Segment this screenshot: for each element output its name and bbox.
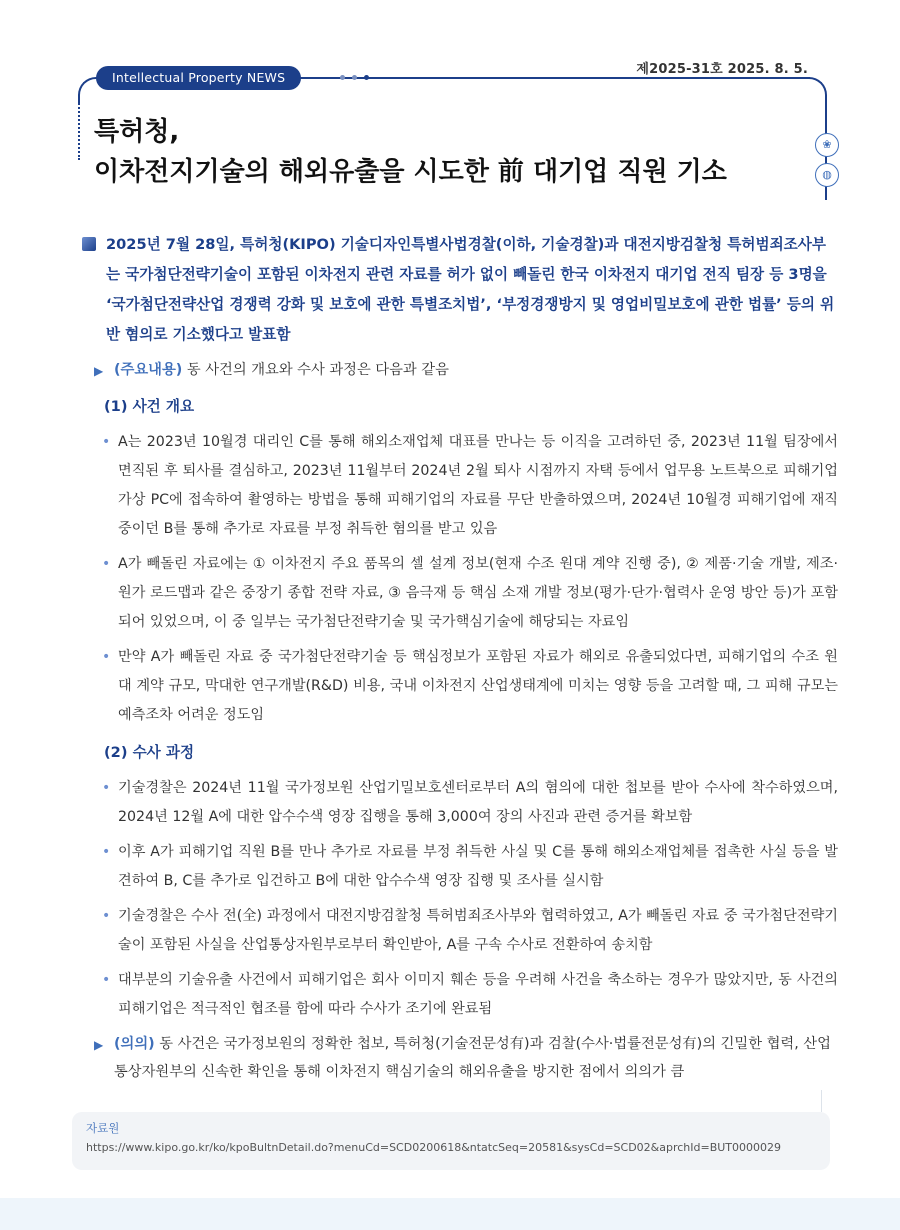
list-item [82,643,838,730]
issue-number: 제2025-31호 2025. 8. 5. [636,62,808,77]
frame-top-line [300,77,810,79]
list-item-text: 기술경찰은 수사 전(全) 과정에서 대전지방검찰청 특허범죄조사부와 협력하였고, A가 빼돌린 자료 중 국가첨단전략기술이 포함된 사실을 산업통상자원부로부터 확인받아, A를 구속 수사로 전환하여 송치함 [118,908,838,953]
list-item-text: A는 2023년 10월경 대리인 C를 통해 해외소재업체 대표를 만나는 등 이직을 고려하던 중, 2023년 11월 팀장에서 면직된 후 퇴사를 결심하고, 2023년 11월부터 2024년 2월 퇴사 시점까지 자택 등에서 업무용 노트북으로 피해기업 가상 PC에 접속하여 촬영하는 방법을 통해 피해기업의 자료를 무단 반출하였으며, 2024년 10월경 피해기업에 재직 중이던 B를 통해 추가로 자료를 부정 취득한 혐의를 받고 있음 [118,434,838,537]
triangle-right-icon: ▶ [94,1038,104,1052]
bullet-icon: • [102,649,111,665]
list-item-text: 기술경찰은 2024년 11월 국가정보원 산업기밀보호센터로부터 A의 혐의에 대한 첩보를 받아 수사에 착수하였으며, 2024년 12월 A에 대한 압수수색 영장 집행을 통해 3,000여 장의 사진과 관련 증거를 확보함 [118,780,838,825]
divider [821,1090,822,1112]
list-item-text: A가 빼돌린 자료에는 ① 이차전지 주요 품목의 셀 설계 정보(현재 수조 원대 계약 진행 중), ② 제품·기술 개발, 제조·원가 로드맵과 같은 중장기 종합 전략 자료, ③ 음극재 등 핵심 소재 개발 정보(평가·단가·협력사 운영 방안 등)가 포함되어 있었으며, 이 중 일부는 국가첨단전략기술 및 국가핵심기술에 해당되는 자료임 [118,556,838,630]
bullet-icon: • [102,434,111,450]
list-item [82,550,838,637]
footer-band [0,1198,900,1230]
bullet-icon: • [102,844,111,860]
significance-text: 동 사건은 국가정보원의 정확한 첩보, 특허청(기술전문성有)과 검찰(수사·법률전문성有)의 긴밀한 협력, 산업통상자원부의 신속한 확인을 통해 이차전지 핵심기술의 해외유출을 방지한 점에서 의의가 큼 [114,1036,831,1080]
significance-point [82,1030,838,1086]
summary-point [82,356,838,384]
leaf-icon: ❀ [815,133,839,157]
significance-tag: (의의) [114,1036,155,1052]
list-item [82,838,838,896]
section-heading-overview: (1) 사건 개요 [104,398,195,415]
lead-text: 2025년 7월 28일, 특허청(KIPO) 기술디자인특별사법경찰(이하, 기술경찰)과 대전지방검찰청 특허범죄조사부는 국가첨단전략기술이 포함된 이차전지 관련 자료를 허가 없이 빼돌린 한국 이차전지 대기업 전직 팀장 등 3명을 ‘국가첨단전략산업 경쟁력 강화 및 보호에 관한 특별조치법’, ‘부정경쟁방지 및 영업비밀보호에 관한 법률’ 등의 위반 혐의로 기소했다고 발표함 [106,236,835,343]
title-line-1: 특허청, [94,117,180,147]
dot [364,75,369,80]
globe-icon: ◍ [815,163,839,187]
summary-text: 동 사건의 개요와 수사 과정은 다음과 같음 [186,362,449,378]
source-box [72,1112,830,1170]
list-item [82,774,838,832]
dot [352,75,357,80]
list-item-text: 만약 A가 빼돌린 자료 중 국가첨단전략기술 등 핵심정보가 포함된 자료가 해외로 유출되었다면, 피해기업의 수조 원대 계약 규모, 막대한 연구개발(R&D) 비용, 국내 이차전지 산업생태계에 미치는 영향 등을 고려할 때, 그 피해 규모는 예측조차 어려운 정도임 [118,649,838,723]
list-item [82,966,838,1024]
list-item [82,428,838,544]
news-badge: Intellectual Property NEWS [96,66,301,90]
triangle-right-icon: ▶ [94,364,104,378]
list-item-text: 이후 A가 피해기업 직원 B를 만나 추가로 자료를 부정 취득한 사실 및 C를 통해 해외소재업체를 접촉한 사실 등을 발견하여 B, C를 추가로 입건하고 B에 대한 압수수색 영장 집행 및 조사를 실시함 [118,844,838,889]
list-item [82,902,838,960]
title-line-2: 이차전지기술의 해외유출을 시도한 前 대기업 직원 기소 [94,157,727,187]
bullet-icon: • [102,780,111,796]
dot [340,75,345,80]
main-content [82,230,838,1086]
lead-paragraph [82,230,838,350]
page-title [94,112,794,192]
source-label: 자료원 [86,1121,120,1135]
bullet-icon: • [102,972,111,988]
source-link[interactable]: https://www.kipo.go.kr/ko/kpoBultnDetail.do?menuCd=SCD0200618&ntatcSeq=20581&sysCd=SCD02&aprchId=BUT0000029 [86,1141,782,1154]
bullet-icon: • [102,908,111,924]
frame-dots [302,72,372,82]
section-heading-investigation: (2) 수사 과정 [104,744,195,761]
bullet-icon: • [102,556,111,572]
frame-left-dotted [78,100,80,160]
cube-icon [82,237,96,251]
summary-tag: (주요내용) [114,362,183,378]
list-item-text: 대부분의 기술유출 사건에서 피해기업은 회사 이미지 훼손 등을 우려해 사건을 축소하는 경우가 많았지만, 동 사건의 피해기업은 적극적인 협조를 함에 따라 수사가 조기에 완료됨 [118,972,838,1017]
